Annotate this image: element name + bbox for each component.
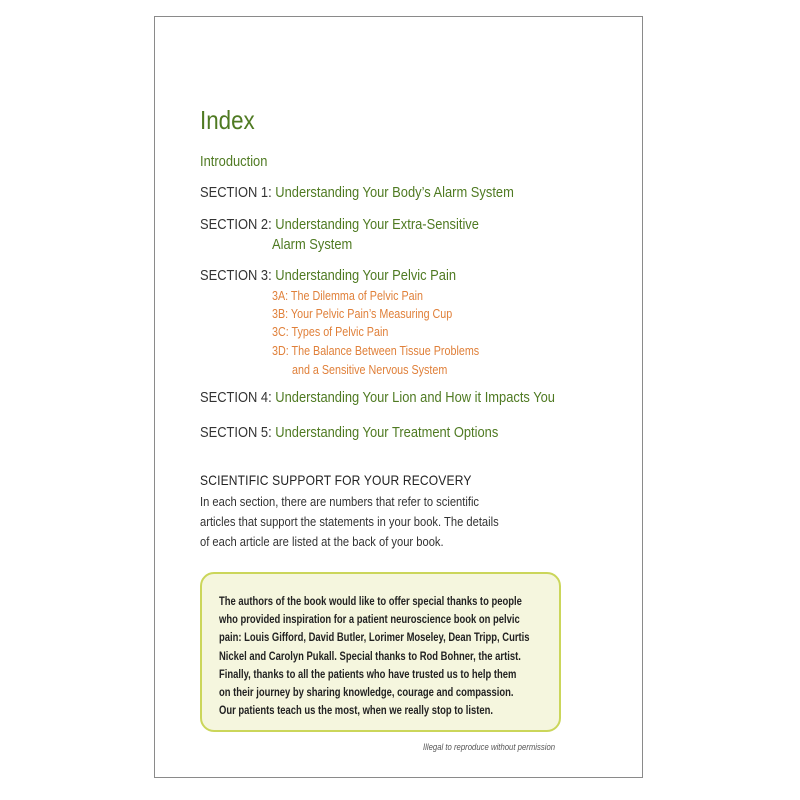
acknowledgement-text: The authors of the book would like to offer special thanks to people who provided inspiration for a patient neuroscience book on pelvic pain: Louis Gifford, David Butler, Lorimer Moseley, Dean Tripp, Curtis Nickel and Carolyn Pukall. Special thanks to Rod Bohner, the artist. Finally, thanks to all the patients who have trusted us to help them on their journey by sharing knowledge, courage and compassion. Our patients teach us the most, when we really stop to listen. xyxy=(219,596,530,718)
subsection-3b: 3B: Your Pelvic Pain’s Measuring Cup xyxy=(272,307,453,321)
book-page xyxy=(154,16,643,778)
section-title: Understanding Your Pelvic Pain xyxy=(275,267,456,284)
index-section-1 xyxy=(200,182,565,204)
section-title: Understanding Your Extra-Sensitive xyxy=(275,216,479,233)
scientific-support-heading: SCIENTIFIC SUPPORT FOR YOUR RECOVERY xyxy=(200,472,472,488)
section-label: SECTION 5: xyxy=(200,424,272,441)
scientific-support-text: In each section, there are numbers that refer to scientific articles that support the statements in your book. The details of each article are listed at the back of your book. xyxy=(200,494,499,549)
section-title: Understanding Your Lion and How it Impacts You xyxy=(275,389,555,406)
subsection-3c: 3C: Types of Pelvic Pain xyxy=(272,325,389,339)
section-title: Understanding Your Treatment Options xyxy=(275,424,499,441)
section-label: SECTION 4: xyxy=(200,389,272,406)
subsection-3d: 3D: The Balance Between Tissue Problems xyxy=(272,344,480,358)
section-title: Understanding Your Body’s Alarm System xyxy=(275,184,514,201)
acknowledgement-box xyxy=(200,572,561,732)
section-label: SECTION 3: xyxy=(200,267,272,284)
index-introduction: Introduction xyxy=(200,153,268,170)
section-label: SECTION 1: xyxy=(200,184,272,201)
index-section-5 xyxy=(200,422,547,444)
subsection-3d-continued: and a Sensitive Nervous System xyxy=(292,363,448,377)
copyright-notice: Illegal to reproduce without permission xyxy=(423,742,556,752)
section-label: SECTION 2: xyxy=(200,216,272,233)
page-title: Index xyxy=(200,105,255,135)
section-title-continued: Alarm System xyxy=(272,236,353,253)
index-section-3 xyxy=(200,265,498,287)
index-section-4 xyxy=(200,387,613,409)
subsection-3a: 3A: The Dilemma of Pelvic Pain xyxy=(272,289,423,303)
index-section-2 xyxy=(200,214,524,236)
